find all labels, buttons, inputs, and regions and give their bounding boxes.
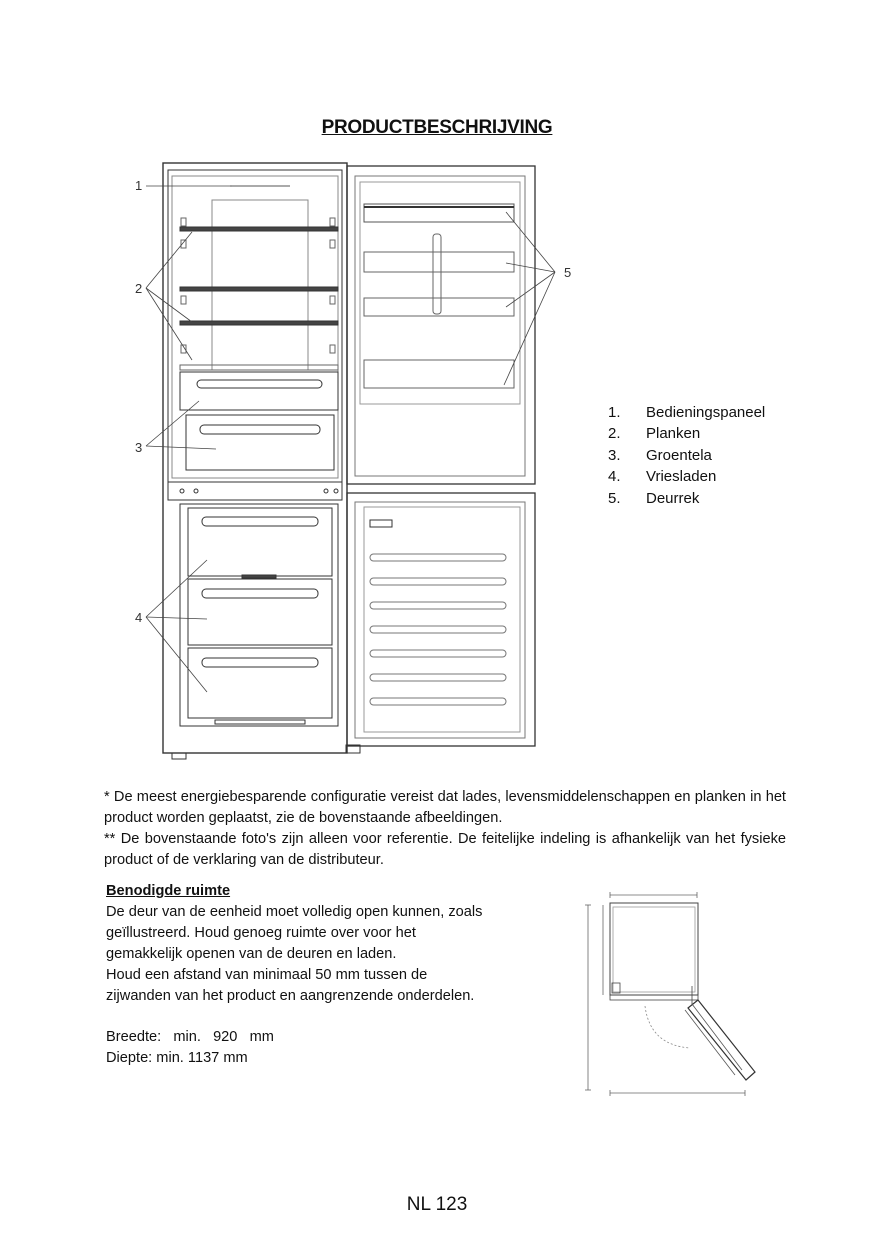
callout-1: 1: [135, 178, 143, 193]
page-title: PRODUCTBESCHRIJVING: [321, 117, 553, 138]
body-line: zijwanden van het product en aangrenzende onderdelen.: [106, 988, 475, 1004]
body-line: Houd een afstand van minimaal 50 mm tussen de: [106, 967, 428, 983]
fridge-illustration: [118, 155, 578, 765]
parts-legend: [608, 404, 765, 511]
callout-3: 3: [135, 440, 143, 455]
note-energy: * De meest energiebesparende configuratie vereist dat lades, levensmiddelenschappen en planken in het product worden geplaatst, zie de bovenstaande afbeeldingen.: [104, 789, 786, 826]
legend-item: 1. Bedieningspaneel: [608, 404, 766, 421]
section-heading: Benodigde ruimte: [106, 883, 231, 899]
legend-item: 2. Planken: [608, 425, 701, 443]
dimensions: [106, 1027, 274, 1069]
body-line: gemakkelijk openen van de deuren en laden.: [106, 946, 397, 962]
body-line: De deur van de eenheid moet volledig open kunnen, zoals: [106, 904, 483, 920]
callout-5: 5: [564, 265, 572, 280]
note-reference: ** De bovenstaande foto's zijn alleen voor referentie. De feitelijke indeling is afhankelijk van het fysieke product of de verklaring van de distributeur.: [104, 831, 786, 868]
callout-2: 2: [135, 281, 143, 296]
callout-4: 4: [135, 610, 143, 625]
legend-item: 3. Groentela: [608, 446, 712, 464]
required-space-section: [106, 881, 536, 1007]
legend-item: 5. Deurrek: [608, 489, 700, 507]
legend-item: 4. Vriesladen: [608, 468, 717, 486]
clearance-plan-diagram: [560, 878, 770, 1103]
notes: [104, 787, 786, 871]
page-number: NL 123: [406, 1194, 468, 1215]
body-line: geïllustreerd. Houd genoeg ruimte over voor het: [106, 925, 416, 941]
depth-requirement: Diepte: min. 1137 mm: [106, 1050, 248, 1066]
width-requirement: Breedte: min. 920 mm: [106, 1029, 274, 1045]
